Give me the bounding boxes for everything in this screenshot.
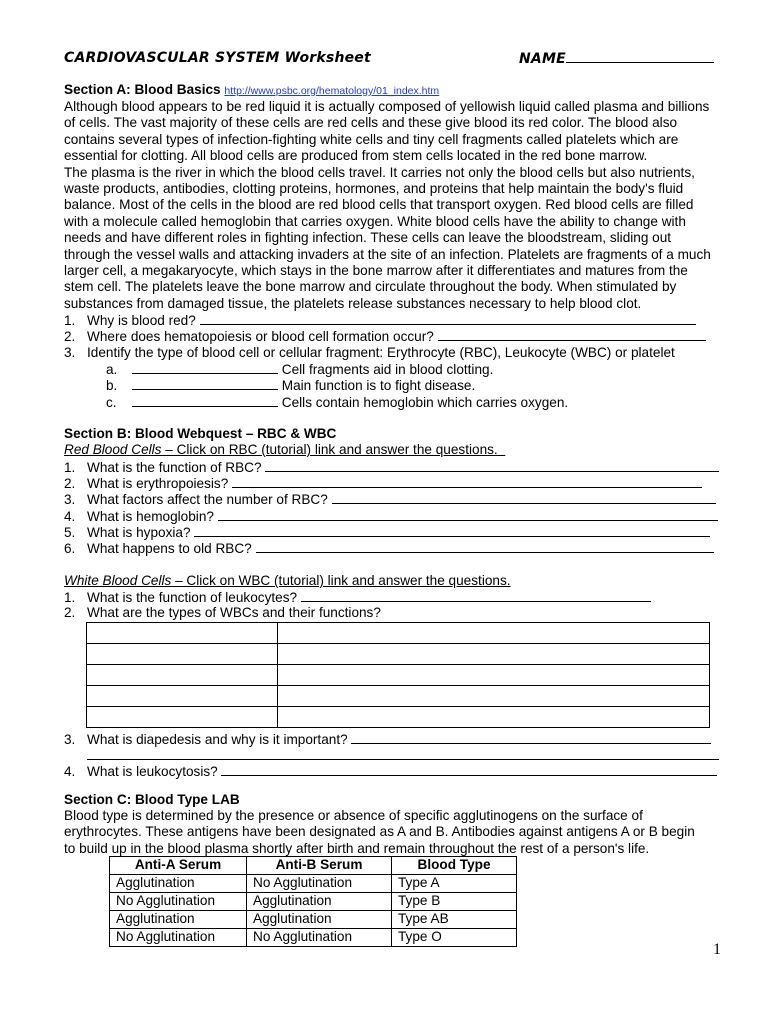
para-line: with a molecule called hemoglobin that carries oxygen. White blood cells have the ability to change with (64, 213, 686, 229)
answer-blank[interactable] (438, 328, 706, 341)
wbc-type-cell[interactable] (87, 665, 278, 686)
table-cell: No Agglutination (110, 929, 247, 947)
para-line: of cells. The vast majority of these cells are red cells and these give blood its red color. The blood also (64, 115, 678, 131)
para-line: Although blood appears to be red liquid it is actually composed of yellowish liquid called plasma and billions (64, 99, 710, 114)
question-wbc-3 (64, 731, 711, 748)
answer-blank[interactable] (218, 508, 718, 521)
answer-blank[interactable] (265, 459, 719, 472)
section-b-heading: Section B: Blood Webquest – RBC & WBC (64, 426, 337, 441)
table-cell: Agglutination (110, 911, 247, 929)
table-row (87, 686, 710, 707)
question-rbc-6 (64, 540, 714, 557)
column-header: Blood Type (392, 857, 517, 875)
table-row (110, 911, 517, 929)
table-cell: No Agglutination (247, 875, 392, 893)
question-wbc-4 (64, 763, 717, 780)
answer-blank[interactable] (351, 731, 711, 744)
subitem-label: b. (106, 378, 118, 393)
para-line: needs and have different roles in fighting infection. These cells can leave the bloodstream, sliding out (64, 230, 672, 246)
subitem-c (106, 394, 568, 411)
question-rbc-3 (64, 491, 716, 508)
wbc-type-cell[interactable] (87, 644, 278, 665)
table-cell: Agglutination (247, 911, 392, 929)
question-number: 1. (64, 313, 76, 328)
wbc-function-cell[interactable] (278, 686, 710, 707)
para-line: to build up in the blood plasma shortly after birth and remain throughout the rest of a person's life. (64, 840, 650, 856)
question-text: What factors affect the number of RBC? (87, 492, 328, 507)
para-line: balance. Most of the cells in the blood are red blood cells that transport oxygen. Red blood cells are filled (64, 197, 694, 213)
column-header: Anti-B Serum (247, 857, 392, 875)
table-cell: No Agglutination (247, 929, 392, 947)
answer-blank[interactable] (332, 491, 716, 504)
subitem-text: Cells contain hemoglobin which carries oxygen. (281, 395, 569, 410)
subitem-text: Cell fragments aid in blood clotting. (281, 362, 494, 377)
wbc-intro-text: – Click on WBC (tutorial) link and answer the questions. (171, 573, 511, 588)
rbc-intro-text: – Click on RBC (tutorial) link and answer the questions. (161, 442, 498, 457)
question-number: 2. (64, 329, 76, 344)
name-field[interactable] (519, 50, 714, 67)
table-header-row (110, 857, 517, 875)
answer-blank[interactable] (87, 747, 719, 760)
table-cell: Type O (392, 929, 517, 947)
question-text: What is erythropoiesis? (87, 476, 229, 491)
table-cell: No Agglutination (110, 893, 247, 911)
answer-blank[interactable] (256, 540, 714, 553)
question-text: Identify the type of blood cell or cellular fragment: Erythrocyte (RBC), Leukocyte (WBC) or platelet (87, 345, 675, 360)
table-row (110, 893, 517, 911)
question-text: What are the types of WBCs and their functions? (87, 605, 381, 620)
para-line: The plasma is the river in which the blood cells travel. It carries not only the blood cells but also nutrients, (64, 164, 695, 180)
answer-blank[interactable] (301, 589, 651, 602)
answer-blank[interactable] (221, 763, 717, 776)
table-cell: Type A (392, 875, 517, 893)
table-row (87, 707, 710, 728)
section-a-title: Section A: Blood Basics (64, 82, 221, 97)
table-cell: Agglutination (247, 893, 392, 911)
question-number: 3. (64, 345, 76, 360)
hematology-link[interactable]: http://www.psbc.org/hematology/01_index.htm (224, 85, 440, 97)
question-rbc-1 (64, 459, 719, 476)
page-number: 1 (713, 941, 721, 958)
question-number: 3. (64, 492, 76, 507)
question-text: What is hypoxia? (87, 525, 191, 540)
question-rbc-4 (64, 508, 718, 525)
wbc-function-cell[interactable] (278, 665, 710, 686)
blood-type-table (109, 856, 517, 947)
para-line: substances from damaged tissue, the platelets release substances necessary to help blood clot. (64, 295, 642, 311)
question-rbc-5 (64, 524, 710, 541)
table-row (110, 875, 517, 893)
question-text: What is hemoglobin? (87, 509, 214, 524)
question-text: Why is blood red? (87, 313, 196, 328)
question-number: 4. (64, 509, 76, 524)
question-number: 6. (64, 541, 76, 556)
question-number: 1. (64, 590, 76, 605)
wbc-type-cell[interactable] (87, 707, 278, 728)
question-text: Where does hematopoiesis or blood cell formation occur? (87, 329, 434, 344)
section-a-paragraph (64, 99, 736, 312)
question-wbc-2 (64, 605, 381, 621)
question-text: What happens to old RBC? (87, 541, 252, 556)
wbc-intro-title: White Blood Cells (64, 573, 172, 588)
para-line: waste products, antibodies, clotting proteins, hormones, and proteins that help maintain the body's fluid (64, 181, 684, 197)
section-c-paragraph (64, 808, 736, 857)
para-line: contains several types of infection-fighting white cells and tiny cell fragments called platelets which are (64, 131, 679, 147)
table-cell: Agglutination (110, 875, 247, 893)
wbc-function-cell[interactable] (278, 644, 710, 665)
question-text: What is the function of leukocytes? (87, 590, 298, 605)
answer-blank[interactable] (132, 377, 278, 390)
question-a2 (64, 328, 706, 345)
subitem-label: c. (106, 395, 117, 410)
section-c-heading: Section C: Blood Type LAB (64, 792, 240, 807)
question-number: 4. (64, 764, 76, 779)
question-number: 5. (64, 525, 76, 540)
name-label: NAME (519, 51, 566, 67)
wbc-type-cell[interactable] (87, 623, 278, 644)
wbc-types-table (86, 622, 710, 728)
question-number: 3. (64, 732, 76, 747)
worksheet-title: CARDIOVASCULAR SYSTEM Worksheet (64, 50, 371, 66)
table-row (87, 665, 710, 686)
answer-blank[interactable] (232, 475, 702, 488)
question-text: What is leukocytosis? (87, 764, 218, 779)
wbc-function-cell[interactable] (278, 707, 710, 728)
table-row (87, 623, 710, 644)
question-text: What is the function of RBC? (87, 460, 262, 475)
table-cell: Type AB (392, 911, 517, 929)
question-wbc-1 (64, 589, 651, 606)
wbc-intro (64, 573, 511, 589)
table-row (110, 929, 517, 947)
question-a3 (64, 345, 675, 361)
para-line: Blood type is determined by the presence or absence of specific agglutinogens on the surface of (64, 808, 643, 823)
table-cell: Type B (392, 893, 517, 911)
subitem-b (106, 377, 475, 394)
para-line: erythrocytes. These antigens have been designated as A and B. Antibodies against antigens A or B begin (64, 824, 695, 840)
question-wbc-3-continued (87, 747, 719, 764)
question-text: What is diapedesis and why is it important? (87, 732, 348, 747)
answer-blank[interactable] (194, 524, 710, 537)
subitem-text: Main function is to fight disease. (281, 378, 476, 393)
rbc-intro (64, 442, 505, 458)
column-header: Anti-A Serum (110, 857, 247, 875)
wbc-type-cell[interactable] (87, 686, 278, 707)
answer-blank[interactable] (200, 312, 696, 325)
wbc-function-cell[interactable] (278, 623, 710, 644)
question-number: 1. (64, 460, 76, 475)
name-blank[interactable] (566, 50, 714, 63)
table-row (87, 644, 710, 665)
para-line: stem cell. The platelets leave the bone marrow and circulate throughout the body. When stimulated by (64, 279, 677, 295)
answer-blank[interactable] (132, 361, 278, 374)
question-a1 (64, 312, 696, 329)
subitem-a (106, 361, 493, 378)
section-a-heading (64, 82, 439, 99)
rbc-intro-title: Red Blood Cells (64, 442, 162, 457)
para-line: essential for clotting. All blood cells are produced from stem cells located in the red bone marrow. (64, 148, 648, 164)
question-number: 2. (64, 605, 76, 620)
question-rbc-2 (64, 475, 702, 492)
subitem-label: a. (106, 362, 118, 377)
question-number: 2. (64, 476, 76, 491)
para-line: through the vessel walls and attacking invaders at the site of an infection. Platelets are fragments of a much (64, 246, 711, 262)
para-line: larger cell, a megakaryocyte, which stays in the bone marrow after it differentiates and matures from the (64, 263, 688, 279)
answer-blank[interactable] (132, 394, 278, 407)
